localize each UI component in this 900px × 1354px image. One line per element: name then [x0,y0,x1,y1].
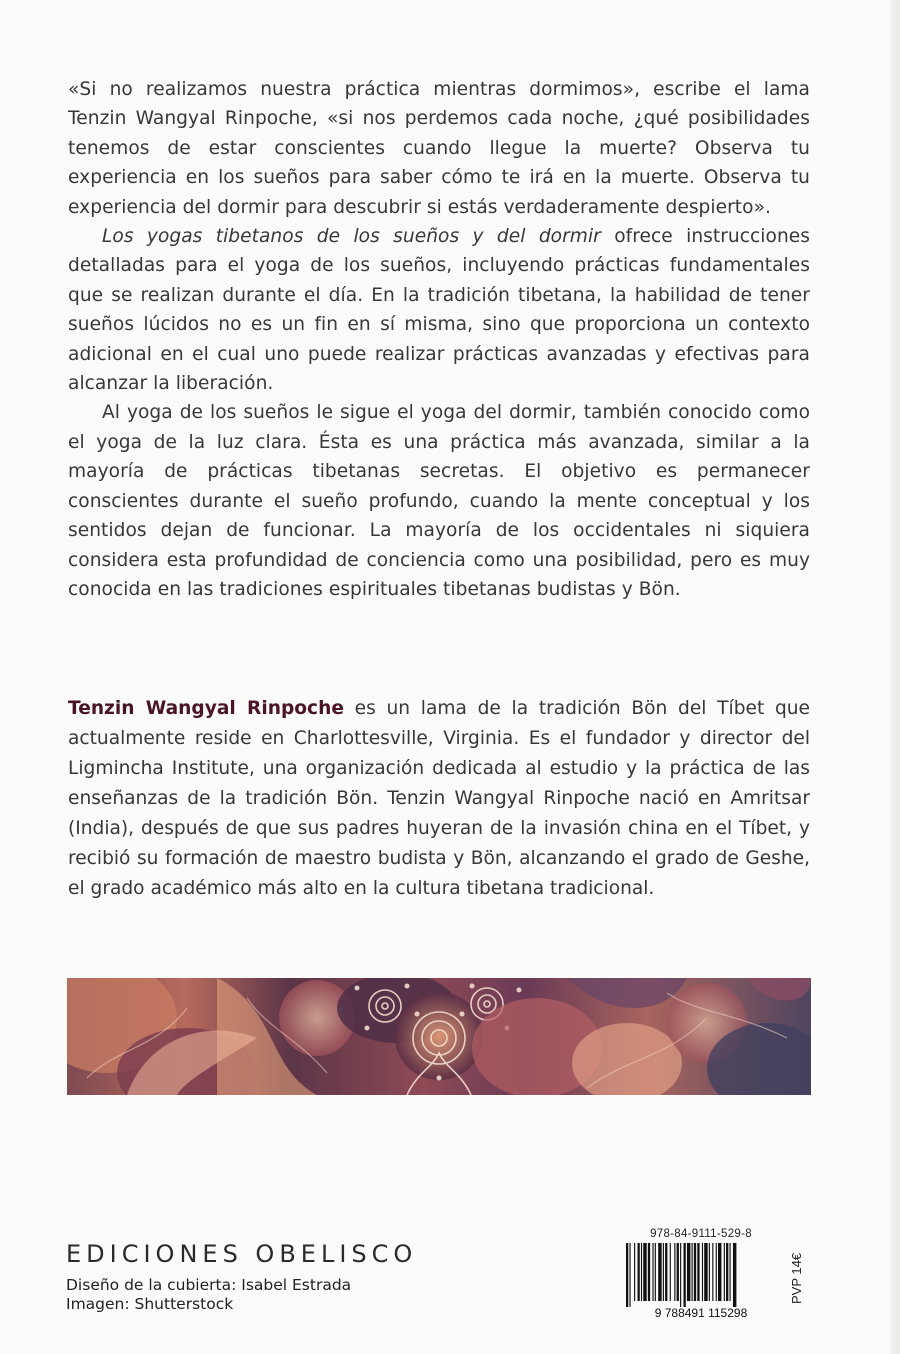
barcode-bar [692,1243,693,1301]
barcode-bar [652,1243,653,1301]
barcode-bar [634,1243,635,1301]
barcode-bar [697,1243,699,1301]
barcode-bar [718,1243,721,1301]
barcode-bar [629,1243,630,1307]
barcode-bar [648,1243,650,1301]
price-label: PVP 14€ [789,1252,804,1304]
mandala-pattern-image [67,978,811,1095]
barcode-bar [641,1243,642,1301]
barcode-bar [658,1243,661,1301]
author-name: Tenzin Wangyal Rinpoche [68,698,344,719]
author-bio [68,694,810,904]
barcode-bar [670,1243,671,1301]
barcode-bar [674,1243,675,1301]
barcode-image [620,1243,782,1319]
barcode-bar [712,1243,713,1301]
barcode-bar [694,1243,696,1301]
barcode-bar [665,1243,667,1301]
barcode-bar [684,1243,686,1307]
image-credit: Imagen: Shutterstock [66,1295,234,1313]
blurb-paragraph-1: «Si no realizamos nuestra práctica mientras dormimos», escribe el lama Tenzin Wangyal Rinpoche, «si nos perdemos cada noche, ¿qué posibilidades tenemos de estar conscientes cuando llegue la muerte? Observa tu experiencia en los sueños para saber cómo te irá en la muerte. Observa tu experiencia del dormir para descubrir si estás verdaderamente despierto». [68,79,810,218]
blurb-paragraph-2-text: ofrece instrucciones detalladas para el yoga de los sueños, incluyendo prácticas fundamentales que se realizan durante el día. En la tradición tibetana, la habilidad de tener sueños lúcidos no es un fin en sí misma, sino que proporciona un contexto adicional en el cual uno puede realizar prácticas avanzadas y efectivas para alcanzar la liberación. [68,226,811,395]
barcode-bar [709,1243,710,1301]
barcode-bar [655,1243,656,1301]
barcode-bar [730,1243,731,1301]
barcode-bar [733,1243,736,1307]
cover-credits [66,1276,351,1314]
barcode-bar [687,1243,690,1301]
barcode-digits: 9 788491 115298 [654,1306,748,1319]
barcode-bar [638,1243,640,1301]
barcode-bar [677,1243,679,1301]
barcode-bar [643,1243,646,1301]
isbn-number: 978-84-9111-529-8 [650,1228,752,1240]
barcode-bar [716,1243,717,1301]
barcode-bar [663,1243,664,1301]
blurb-section [68,75,810,604]
barcode-bar [702,1243,703,1301]
barcode-bar [726,1243,728,1301]
publisher-name: EDICIONES OBELISCO [66,1240,418,1268]
barcode-bar [724,1243,725,1301]
page-edge [890,0,900,1354]
barcode-bar [626,1243,628,1307]
barcode-bar [704,1243,707,1301]
book-title-italic: Los yogas tibetanos de los sueños y del dormir [102,226,601,248]
cover-design-credit: Diseño de la cubierta: Isabel Estrada [66,1276,352,1294]
blurb-paragraph-3: Al yoga de los sueños le sigue el yoga del dormir, también conocido como el yoga de la luz clara. Ésta es una práctica más avanzada, similar a la mayoría de prácticas tibetanas secretas. El objetivo es permanecer conscientes durante el sueño profundo, cuando la mente conceptual y los sentidos dejan de funcionar. La mayoría de los occidentales ni siquiera considera esta profundidad de conciencia como una posibilidad, pero es muy conocida en las tradiciones espirituales tibetanas budistas y Bön. [68,402,810,600]
barcode-block [620,1228,782,1319]
author-bio-paragraph [68,694,810,904]
blurb-paragraph-2 [68,222,810,398]
barcode-bar [680,1243,681,1307]
author-bio-text: es un lama de la tradición Bön del Tíbet que actualmente reside en Charlottesville, Virginia. Es el fundador y director del Ligmincha Institute, una organización dedicada al estudio y la práctica de las enseñanzas de la tradición Bön. Tenzin Wangyal Rinpoche nació en Amritsar (India), después de que sus padres huyeran de la invasión china en el Tíbet, y recibió su formación de maestro budista y Bön, alcanzando el grado de Geshe, el grado académico más alto en la cultura tibetana tradicional. [68,698,810,899]
decorative-mandala-band [67,978,811,1095]
